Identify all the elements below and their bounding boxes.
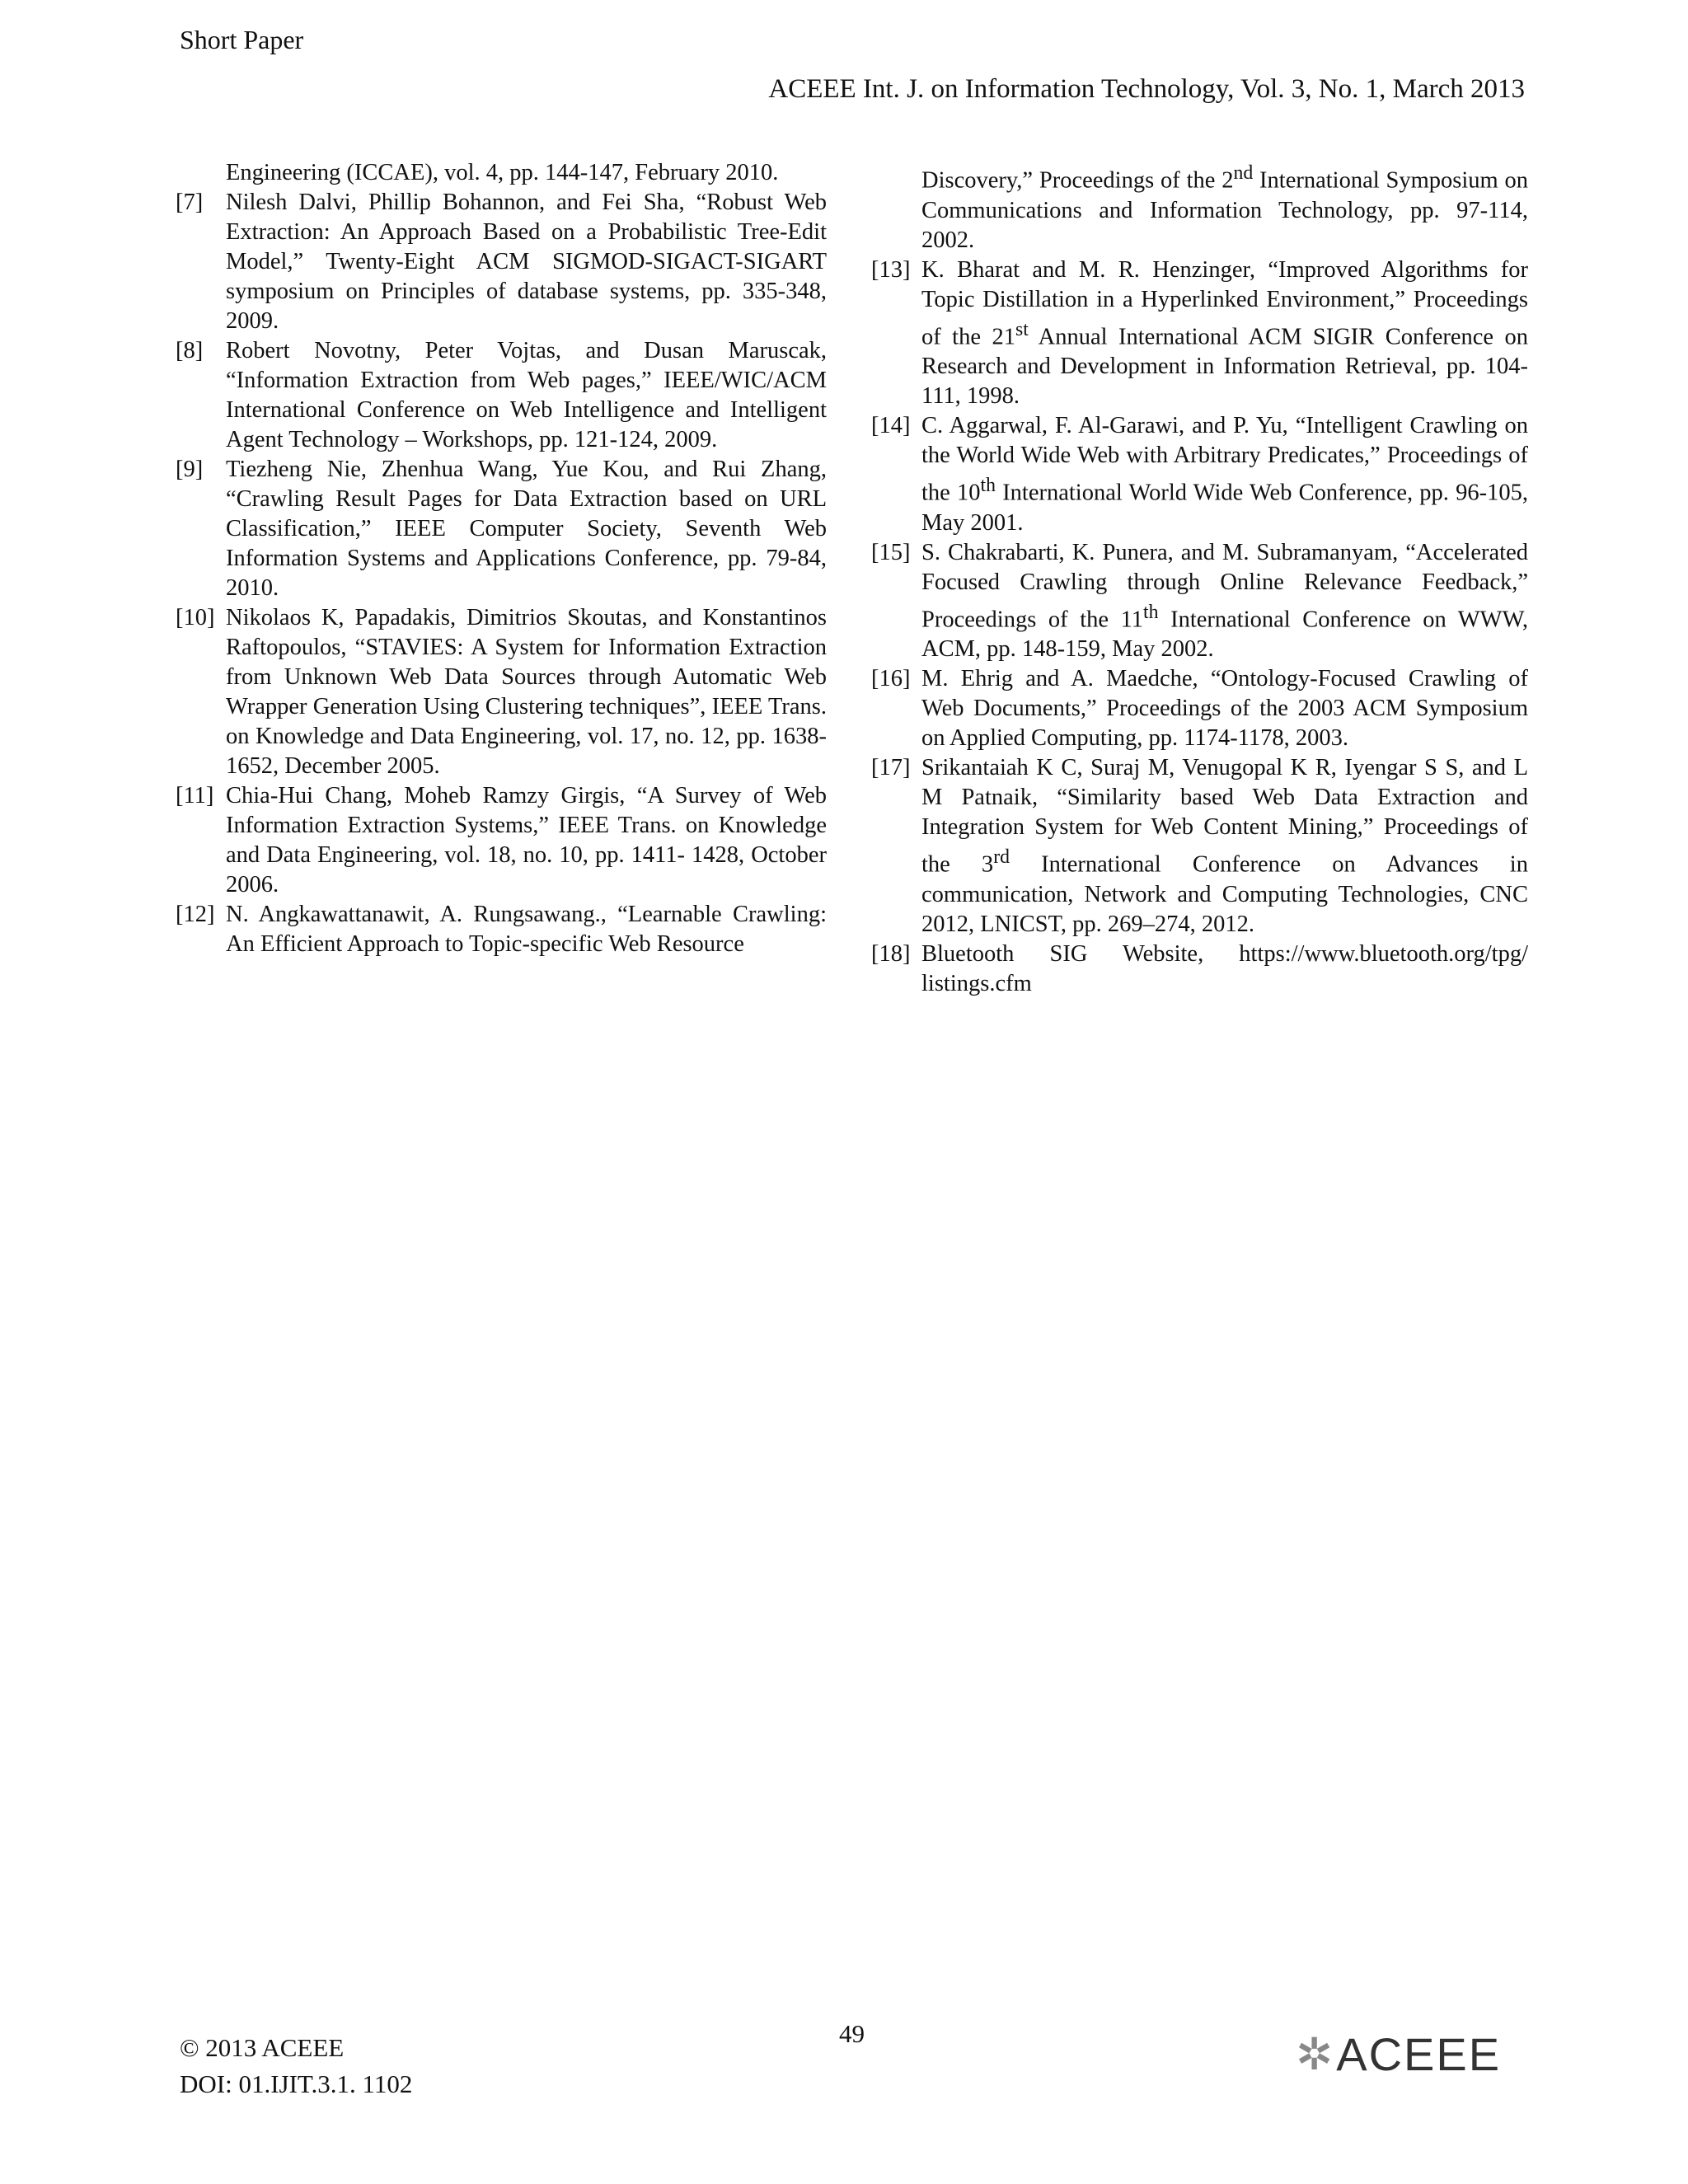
reference-item-10 — [176, 603, 827, 781]
references-left-column — [176, 158, 827, 959]
reference-number: [10] — [176, 605, 215, 630]
reference-text: Robert Novotny, Peter Vojtas, and Dusan Maruscak, “Information Extraction from Web pages,” IEEE/WIC/ACM International Conference on Web Intelligence and Intelligent Agent Technology – Workshops, pp. 121-124, 2009. — [226, 338, 827, 452]
reference-item-11 — [176, 781, 827, 900]
reference-item-8 — [176, 336, 827, 455]
logo-wordmark: ACEEE — [1336, 2028, 1502, 2080]
page-number: 49 — [839, 2019, 865, 2048]
reference-item-16 — [871, 664, 1528, 753]
doi: DOI: 01.IJIT.3.1. 1102 — [180, 2069, 413, 2098]
reference-text: Srikantaiah K C, Suraj M, Venugopal K R, Iyengar S S, and L M Patnaik, “Similarity based Web Data Extraction and Integration System for Web Content Mining,” Proceedings of the 3rd International Conference on Advances in communication, Network and Computing Technologies, CNC 2012, LNICST, pp. 269–274, 2012. — [921, 755, 1528, 937]
reference-text: Nikolaos K, Papadakis, Dimitrios Skoutas, and Konstantinos Raftopoulos, “STAVIES: A System for Information Extraction from Unknown Web Data Sources through Automatic Web Wrapper Generation Using Clustering techniques”, IEEE Trans. on Knowledge and Data Engineering, vol. 17, no. 12, pp. 1638-1652, December 2005. — [226, 605, 827, 779]
copyright-notice: © 2013 ACEEE — [180, 2033, 345, 2062]
running-header-journal: ACEEE Int. J. on Information Technology, Vol. 3, No. 1, March 2013 — [768, 74, 1525, 104]
footer-copyright-block — [180, 2030, 412, 2102]
reference-text: S. Chakrabarti, K. Punera, and M. Subramanyam, “Accelerated Focused Crawling through Online Relevance Feedback,” Proceedings of the 11th International Conference on WWW, ACM, pp. 148-159, May 2002. — [921, 539, 1528, 662]
publisher-logo — [1296, 2027, 1501, 2081]
reference-text: Nilesh Dalvi, Phillip Bohannon, and Fei Sha, “Robust Web Extraction: An Approach Based on a Probabilistic Tree-Edit Model,” Twenty-Eight ACM SIGMOD-SIGACT-SIGART symposium on Principles of database systems, pp. 335-348, 2009. — [226, 190, 827, 334]
reference-number: [16] — [871, 666, 911, 691]
reference-item-7 — [176, 188, 827, 336]
reference-text: N. Angkawattanawit, A. Rungsawang., “Learnable Crawling: An Efficient Approach to Topic-specific Web Resource — [226, 902, 827, 957]
reference-text: Chia-Hui Chang, Moheb Ramzy Girgis, “A Survey of Web Information Extraction Systems,” IEEE Trans. on Knowledge and Data Engineering, vol. 18, no. 10, pp. 1411- 1428, October 2006. — [226, 783, 827, 898]
reference-number: [7] — [176, 190, 204, 215]
reference-item-14 — [871, 411, 1528, 538]
reference-item-9 — [176, 455, 827, 603]
reference-continuation: Discovery,” Proceedings of the 2nd International Symposium on Communications and Information Technology, pp. 97-114, 2002. — [921, 162, 1528, 253]
reference-item-12 — [176, 900, 827, 959]
reference-number: [17] — [871, 755, 911, 780]
reference-number: [18] — [871, 940, 911, 967]
running-header-section: Short Paper — [180, 25, 304, 54]
reference-text: C. Aggarwal, F. Al-Garawi, and P. Yu, “Intelligent Crawling on the World Wide Web with Arbitrary Predicates,” Proceedings of the 10th International World Wide Web Conference, pp. 96-105, May 2001. — [921, 413, 1528, 536]
reference-number: [11] — [176, 783, 214, 808]
reference-text: Tiezheng Nie, Zhenhua Wang, Yue Kou, and Rui Zhang, “Crawling Result Pages for Data Extraction based on URL Classification,” IEEE Computer Society, Seventh Web Information Systems and Applications Conference, pp. 79-84, 2010. — [226, 457, 827, 601]
reference-text: K. Bharat and M. R. Henzinger, “Improved Algorithms for Topic Distillation in a Hyperlinked Environment,” Proceedings of the 21st Annual International ACM SIGIR Conference on Research and Development in Information Retrieval, pp. 104-111, 1998. — [921, 256, 1528, 409]
reference-number: [12] — [176, 902, 215, 927]
reference-item-15 — [871, 538, 1528, 665]
reference-number: [13] — [871, 256, 911, 283]
star-icon: ✲ — [1296, 2030, 1334, 2079]
reference-number: [9] — [176, 457, 204, 482]
reference-item-18 — [871, 940, 1528, 999]
reference-number: [14] — [871, 413, 911, 438]
reference-item-17 — [871, 753, 1528, 940]
reference-continuation: Engineering (ICCAE), vol. 4, pp. 144-147, February 2010. — [226, 160, 779, 185]
reference-text: M. Ehrig and A. Maedche, “Ontology-Focused Crawling of Web Documents,” Proceedings of the 2003 ACM Symposium on Applied Computing, pp. 1174-1178, 2003. — [921, 666, 1528, 751]
reference-item-13 — [871, 255, 1528, 412]
reference-number: [15] — [871, 539, 911, 565]
references-right-column — [871, 158, 1528, 999]
reference-number: [8] — [176, 338, 204, 363]
reference-text: Bluetooth SIG Website, https://www.bluetooth.org/tpg/ listings.cfm — [921, 940, 1528, 996]
